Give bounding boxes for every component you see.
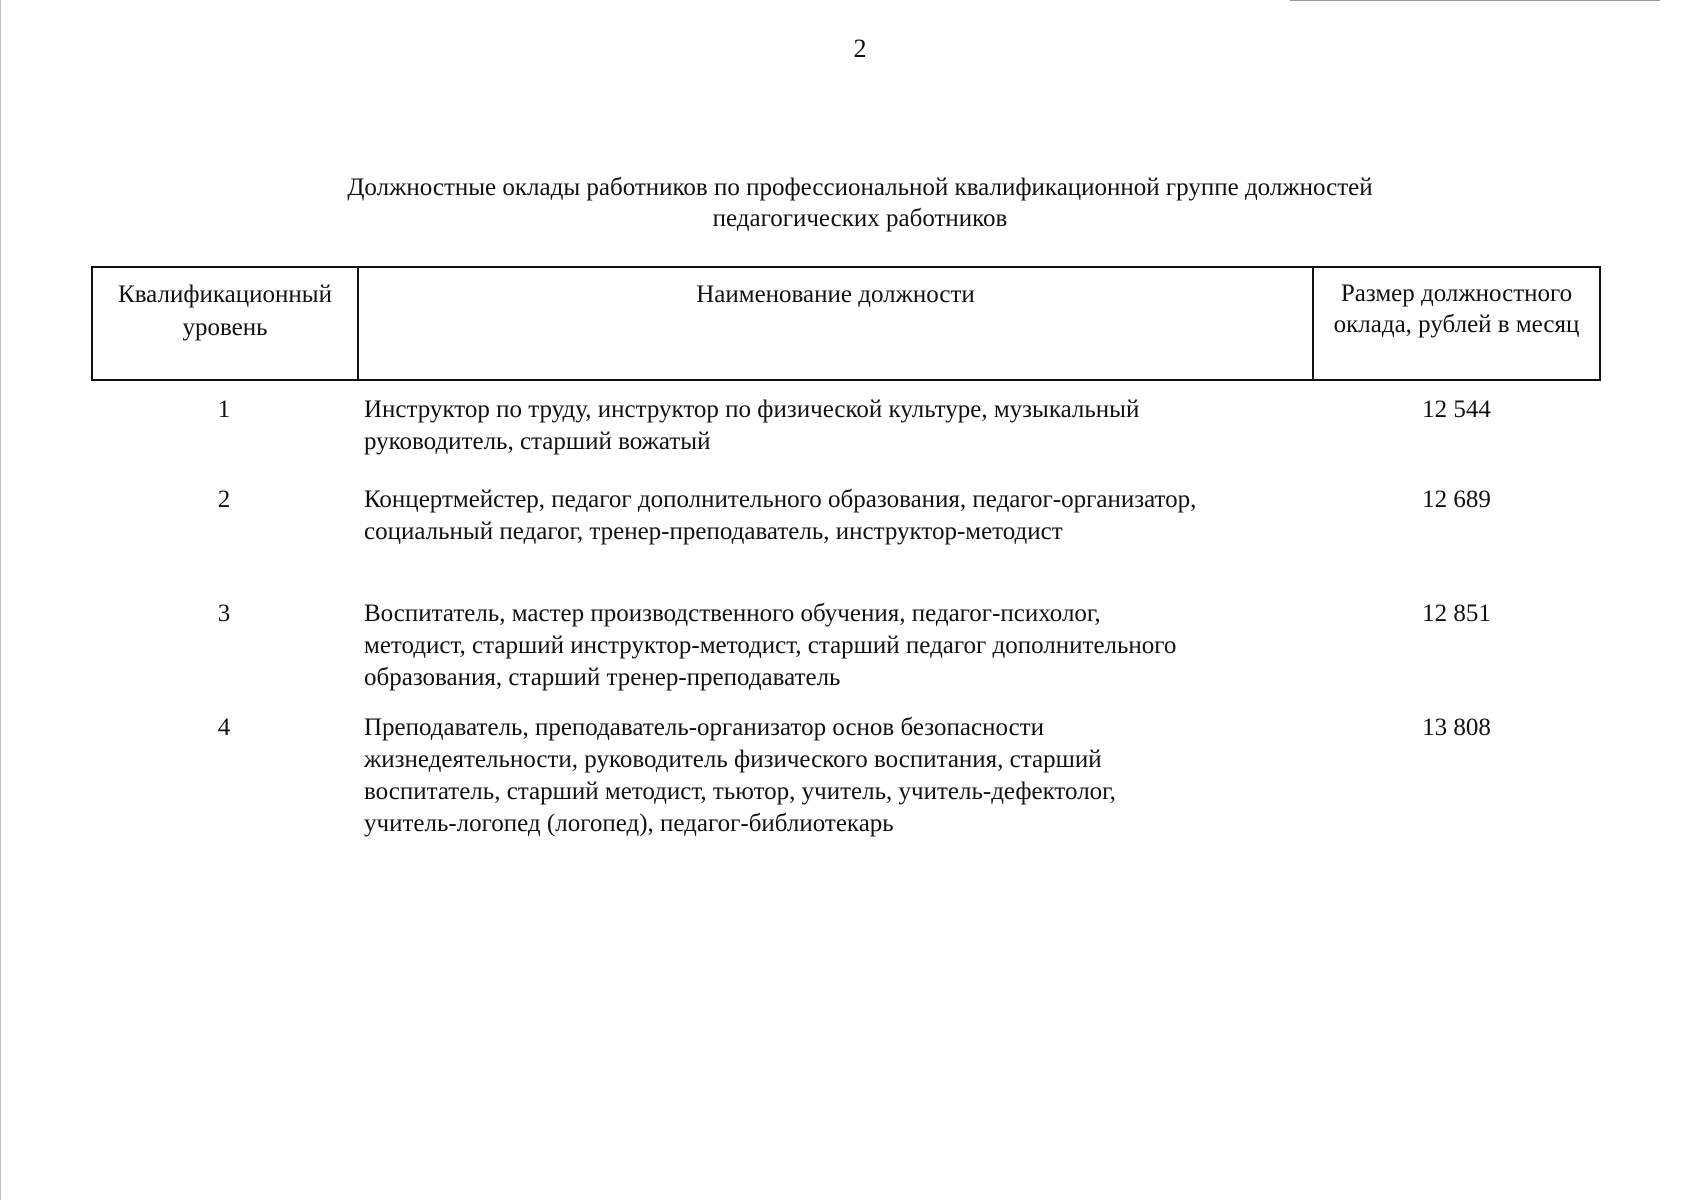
row-position-line: руководитель, старший вожатый <box>364 428 711 455</box>
header-salary <box>1314 268 1599 379</box>
row-position <box>364 598 1309 694</box>
row-level: 3 <box>217 600 231 627</box>
row-salary: 12 851 <box>1422 600 1491 627</box>
row-level: 4 <box>217 714 231 741</box>
row-position-line: образования, старший тренер-преподаватель <box>364 664 841 691</box>
header-level-line-1: Квалификационный <box>118 281 332 308</box>
row-position-line: методист, старший инструктор-методист, старший педагог дополнительного <box>364 632 1177 659</box>
row-position-line: Воспитатель, мастер производственного обучения, педагог-психолог, <box>364 600 1101 627</box>
page-number: 2 <box>853 34 867 63</box>
row-salary: 12 544 <box>1422 396 1491 423</box>
scan-edge-line <box>0 0 1 1200</box>
row-position-line: жизнедеятельности, руководитель физического воспитания, старший <box>364 746 1102 773</box>
header-position-name <box>359 268 1314 379</box>
row-position-line: социальный педагог, тренер-преподаватель, инструктор-методист <box>364 518 1063 545</box>
header-salary-line-2: оклада, рублей в месяц <box>1333 311 1580 338</box>
title-line-2: педагогических работников <box>712 205 1008 232</box>
row-level: 2 <box>217 486 231 513</box>
table-header <box>91 266 1601 381</box>
row-position-line: Концертмейстер, педагог дополнительного образования, педагог-организатор, <box>364 486 1197 513</box>
title-line-1: Должностные оклады работников по профессиональной квалификационной группе должностей <box>347 174 1373 201</box>
header-salary-line-1: Размер должностного <box>1340 280 1573 307</box>
row-position-line: учитель-логопед (логопед), педагог-библиотекарь <box>364 810 894 837</box>
header-level <box>93 268 359 379</box>
row-level: 1 <box>217 396 231 423</box>
scan-top-line <box>1290 0 1660 1</box>
row-position <box>364 484 1309 548</box>
header-level-line-2: уровень <box>182 314 268 341</box>
row-salary: 13 808 <box>1422 714 1491 741</box>
row-position-line: воспитатель, старший методист, тьютор, учитель, учитель-дефектолог, <box>364 778 1116 805</box>
document-title <box>160 172 1560 234</box>
row-position-line: Преподаватель, преподаватель-организатор основ безопасности <box>364 714 1044 741</box>
header-position-label: Наименование должности <box>696 281 975 308</box>
row-position-line: Инструктор по труду, инструктор по физической культуре, музыкальный <box>364 396 1140 423</box>
row-position <box>364 394 1309 458</box>
row-position <box>364 712 1309 840</box>
row-salary: 12 689 <box>1422 486 1491 513</box>
